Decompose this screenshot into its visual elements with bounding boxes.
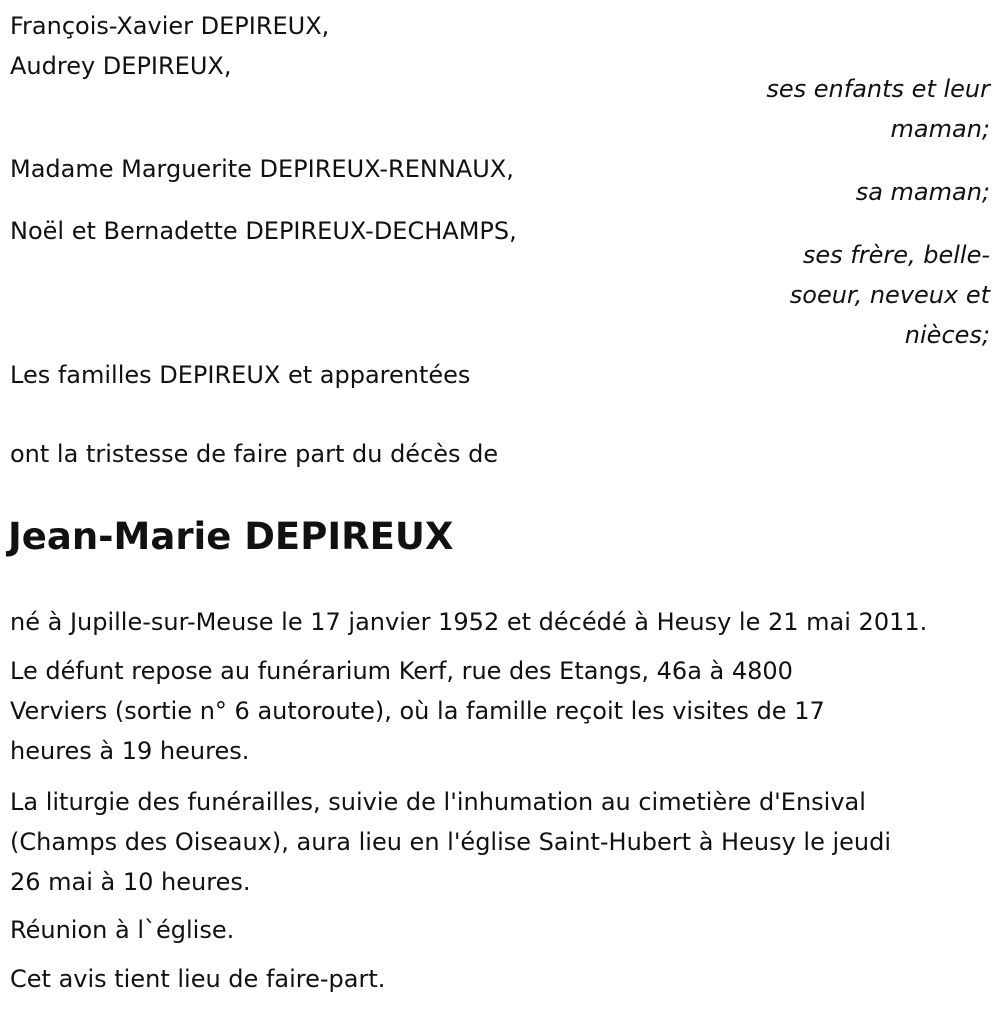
funeral-home-line-2: Verviers (sortie n° 6 autoroute), où la famille reçoit les visites de 17 <box>10 697 825 725</box>
siblings-relation-line-2: soeur, neveux et <box>789 281 990 309</box>
siblings-name: Noël et Bernadette DEPIREUX-DECHAMPS, <box>10 217 517 245</box>
funeral-home-line-3: heures à 19 heures. <box>10 737 250 765</box>
liturgy-line-2: (Champs des Oiseaux), aura lieu en l'église Saint-Hubert à Heusy le jeudi <box>10 828 892 856</box>
siblings-relation-line-1: ses frère, belle- <box>802 241 990 269</box>
liturgy-line-1: La liturgie des funérailles, suivie de l'inhumation au cimetière d'Ensival <box>10 788 866 816</box>
families-line: Les familles DEPIREUX et apparentées <box>10 361 471 389</box>
children-relation-line-2: maman; <box>890 115 990 143</box>
birth-death-info: né à Jupille-sur-Meuse le 17 janvier 1952 et décédé à Heusy le 21 mai 2011. <box>10 608 928 636</box>
children-relation-line-1: ses enfants et leur <box>766 75 990 103</box>
siblings-relation-line-3: nièces; <box>904 321 990 349</box>
mother-name: Madame Marguerite DEPIREUX-RENNAUX, <box>10 155 514 183</box>
mother-relation: sa maman; <box>855 178 990 206</box>
deceased-name: Jean-Marie DEPIREUX <box>8 515 454 558</box>
meeting-line: Réunion à l`église. <box>10 916 235 944</box>
funeral-home-line-1: Le défunt repose au funérarium Kerf, rue des Etangs, 46a à 4800 <box>10 657 793 685</box>
notice-line: Cet avis tient lieu de faire-part. <box>10 965 386 993</box>
child-name-audrey: Audrey DEPIREUX, <box>10 52 232 80</box>
child-name-francois-xavier: François-Xavier DEPIREUX, <box>10 12 330 40</box>
liturgy-paragraph <box>10 782 990 902</box>
announcement-text: ont la tristesse de faire part du décès de <box>10 440 499 468</box>
liturgy-line-3: 26 mai à 10 heures. <box>10 868 251 896</box>
funeral-home-paragraph <box>10 651 990 771</box>
